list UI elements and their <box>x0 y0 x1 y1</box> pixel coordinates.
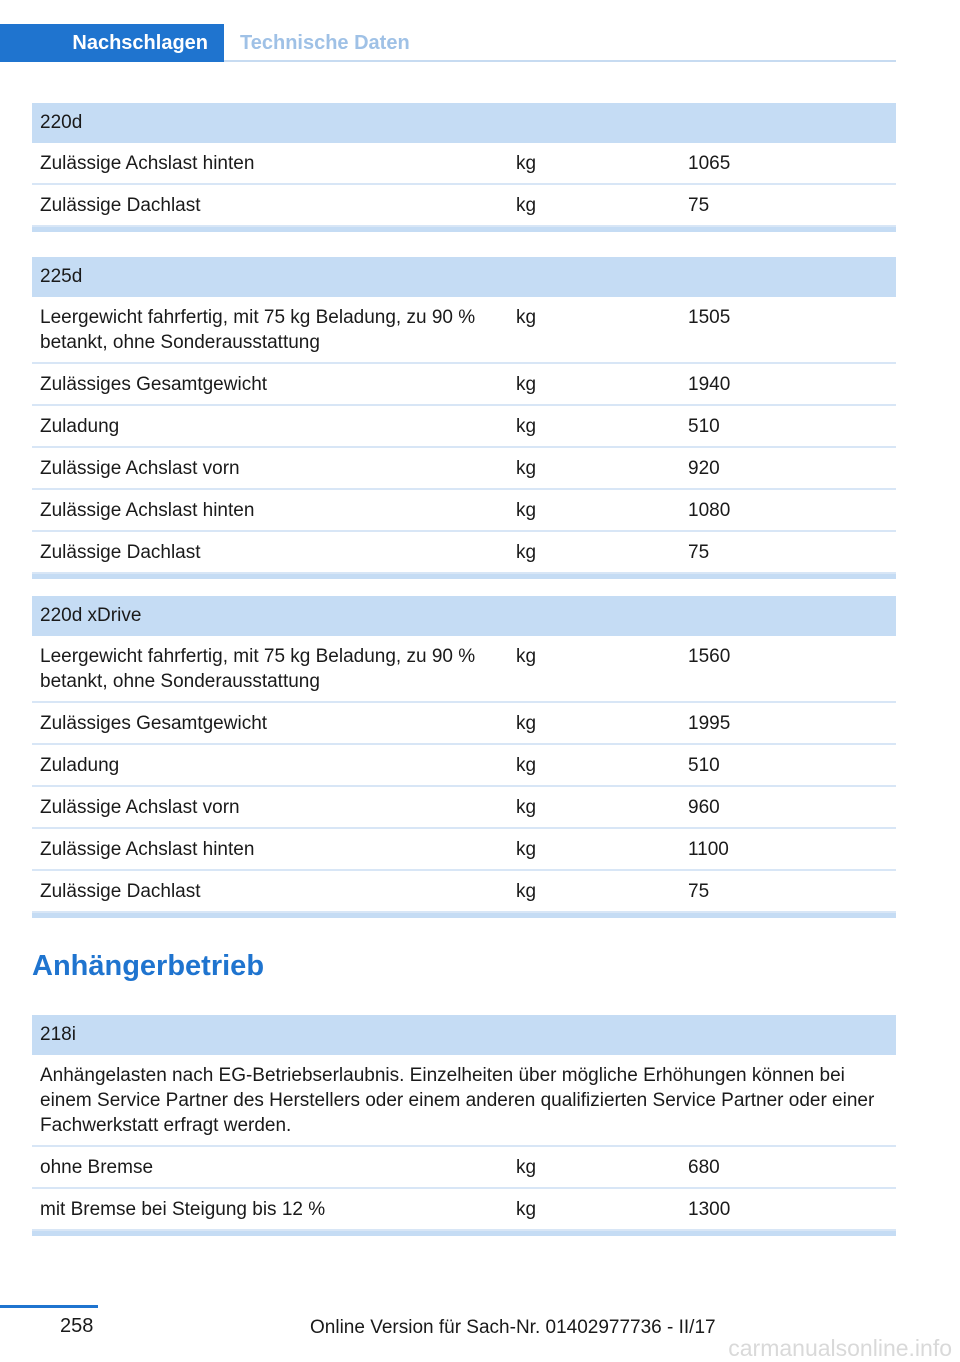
row-unit: kg <box>516 755 537 776</box>
table-225d <box>32 257 896 579</box>
table-row <box>32 406 896 448</box>
table-row <box>32 297 896 364</box>
table-row <box>32 787 896 829</box>
page-header <box>0 24 896 62</box>
row-label: Zuladung <box>40 755 120 776</box>
row-unit: kg <box>516 374 537 395</box>
header-divider <box>224 60 896 62</box>
table-220d <box>32 103 896 232</box>
row-label: Zulässige Achslast vorn <box>40 797 240 818</box>
row-label: Zulässige Dachlast <box>40 542 201 563</box>
table-bottom-rule <box>32 574 896 579</box>
table-row <box>32 143 896 185</box>
table-row <box>32 745 896 787</box>
row-value: 75 <box>688 195 710 216</box>
row-label: Zulässige Achslast vorn <box>40 458 240 479</box>
table-row <box>32 829 896 871</box>
table-title: 220d <box>32 103 896 143</box>
table-row <box>32 636 896 703</box>
row-label: Leergewicht fahrfertig, mit 75 kg Beladung, zu 90 % betankt, ohne Sonderausstattung <box>40 646 476 692</box>
section-title: Anhängerbetrieb <box>32 950 265 982</box>
row-label: Zulässige Dachlast <box>40 881 201 902</box>
row-label: Zulässige Achslast hinten <box>40 500 255 521</box>
row-unit: kg <box>516 500 537 521</box>
row-unit: kg <box>516 458 537 479</box>
row-value: 1065 <box>688 153 731 174</box>
row-label: mit Bremse bei Steigung bis 12 % <box>40 1199 326 1220</box>
row-label: Zulässige Achslast hinten <box>40 153 255 174</box>
row-label: ohne Bremse <box>40 1157 154 1178</box>
row-value: 1505 <box>688 307 731 328</box>
table-bottom-rule <box>32 913 896 918</box>
row-unit: kg <box>516 542 537 563</box>
table-bottom-rule <box>32 1231 896 1236</box>
page-number-rule <box>0 1305 98 1308</box>
row-unit: kg <box>516 646 537 667</box>
row-value: 1940 <box>688 374 731 395</box>
row-value: 510 <box>688 416 720 437</box>
table-title: 218i <box>32 1015 896 1055</box>
tab-nachschlagen[interactable]: Nachschlagen <box>0 24 224 62</box>
row-label: Zulässige Achslast hinten <box>40 839 255 860</box>
row-value: 1100 <box>688 839 729 860</box>
table-row <box>32 871 896 913</box>
row-label: Zuladung <box>40 416 120 437</box>
row-unit: kg <box>516 153 537 174</box>
table-note: Anhängelasten nach EG-Betriebserlaubnis. Einzelheiten über mögliche Erhöhungen können bei einem Service Partner des Herstellers oder einem anderen qualifizierten Service Partner oder einer Fachwerkstatt erfragt werden. <box>40 1065 875 1136</box>
tab-technische-daten[interactable]: Technische Daten <box>240 31 410 54</box>
row-label: Leergewicht fahrfertig, mit 75 kg Beladung, zu 90 % betankt, ohne Sonderausstattung <box>40 307 476 353</box>
table-row <box>32 364 896 406</box>
row-unit: kg <box>516 839 537 860</box>
table-220d-xdrive <box>32 596 896 918</box>
row-unit: kg <box>516 307 537 328</box>
row-unit: kg <box>516 881 537 902</box>
row-unit: kg <box>516 797 537 818</box>
row-label: Zulässiges Gesamtgewicht <box>40 374 268 395</box>
table-row <box>32 490 896 532</box>
row-value: 1560 <box>688 646 731 667</box>
table-bottom-rule <box>32 227 896 232</box>
table-title: 225d <box>32 257 896 297</box>
row-unit: kg <box>516 416 537 437</box>
row-value: 75 <box>688 881 710 902</box>
row-value: 960 <box>688 797 720 818</box>
table-row <box>32 1147 896 1189</box>
table-note-row <box>32 1055 896 1147</box>
table-row <box>32 703 896 745</box>
page-number: 258 <box>60 1315 94 1337</box>
row-unit: kg <box>516 1157 537 1178</box>
table-row <box>32 1189 896 1231</box>
row-value: 510 <box>688 755 720 776</box>
table-row <box>32 448 896 490</box>
row-value: 920 <box>688 458 720 479</box>
table-row <box>32 532 896 574</box>
row-value: 680 <box>688 1157 720 1178</box>
footer-note: Online Version für Sach-Nr. 01402977736 - II/17 <box>310 1317 716 1338</box>
row-label: Zulässige Dachlast <box>40 195 201 216</box>
row-unit: kg <box>516 713 537 734</box>
table-row <box>32 185 896 227</box>
row-value: 1995 <box>688 713 731 734</box>
row-value: 75 <box>688 542 710 563</box>
row-value: 1080 <box>688 500 731 521</box>
row-unit: kg <box>516 1199 537 1220</box>
row-unit: kg <box>516 195 537 216</box>
row-value: 1300 <box>688 1199 731 1220</box>
row-label: Zulässiges Gesamtgewicht <box>40 713 268 734</box>
watermark: carmanualsonline.info <box>728 1335 952 1361</box>
table-218i-trailer <box>32 1015 896 1236</box>
table-title: 220d xDrive <box>32 596 896 636</box>
